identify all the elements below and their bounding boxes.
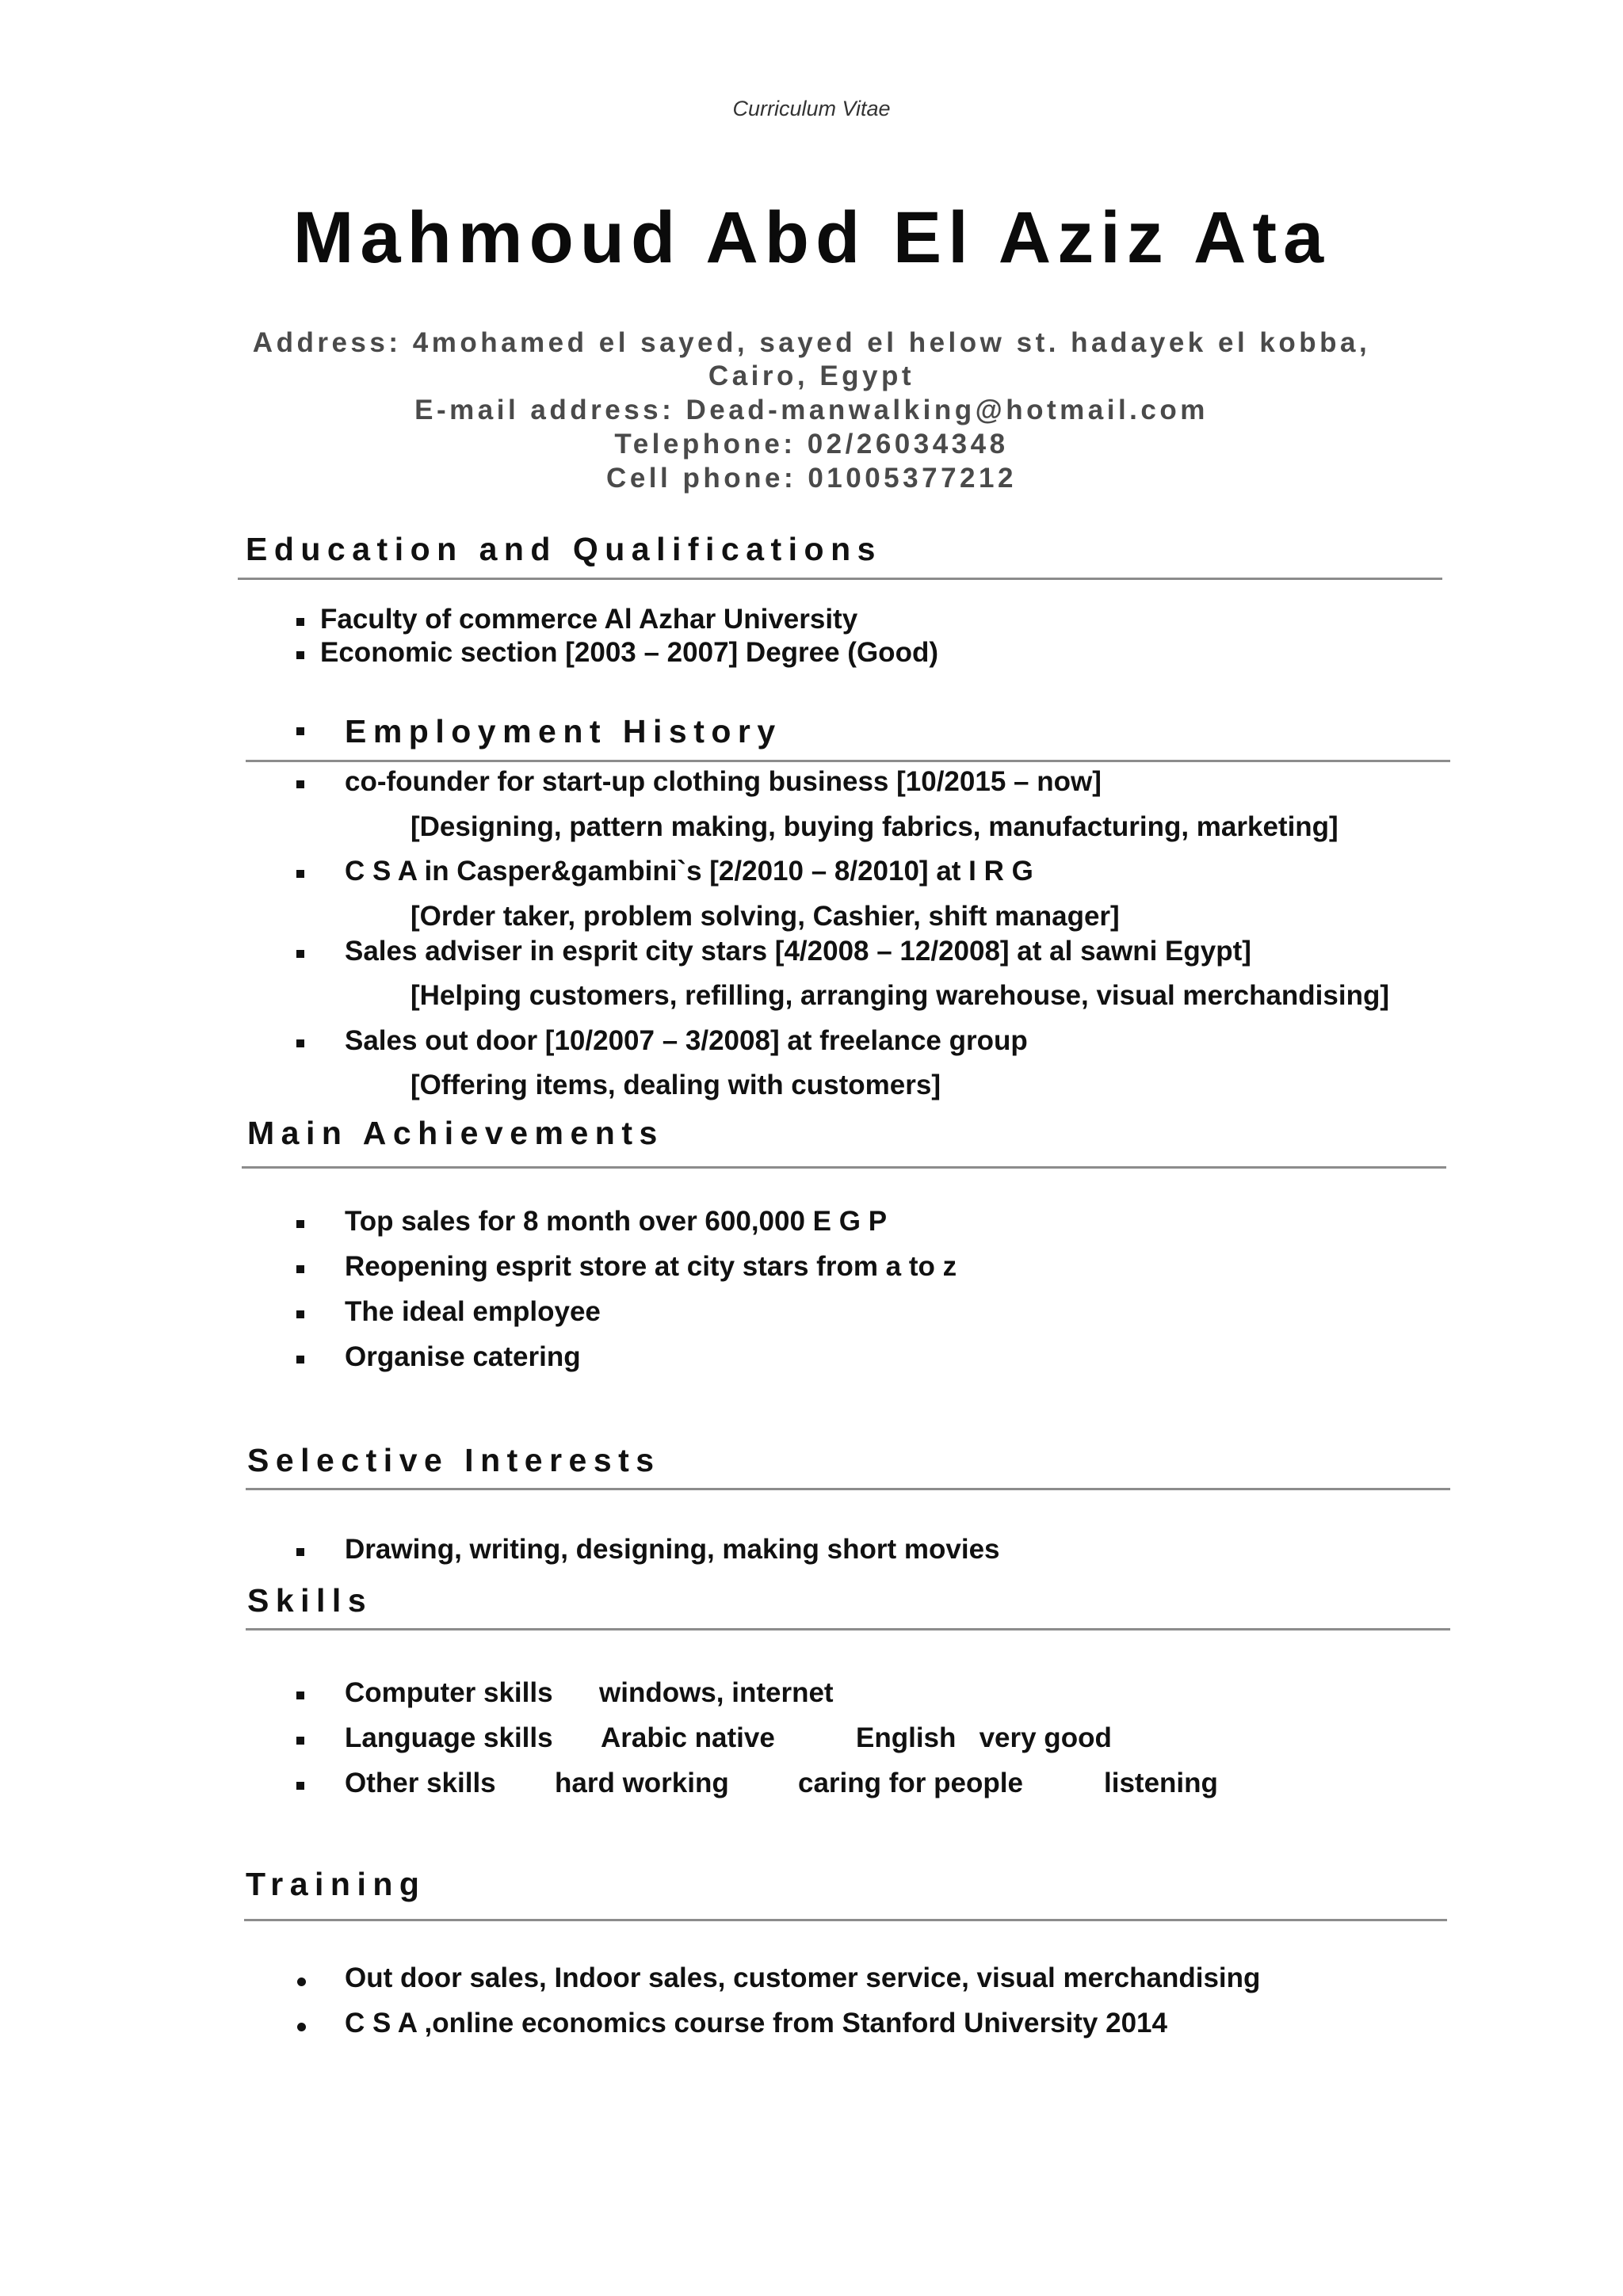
bullet-icon [296, 651, 304, 659]
section-divider [246, 760, 1450, 762]
section-title-achievements: Main Achievements [247, 1115, 664, 1151]
achievement-item: Organise catering [345, 1341, 581, 1372]
bullet-icon [297, 1978, 306, 1986]
bullet-icon [296, 1782, 304, 1790]
section-divider [246, 1488, 1450, 1490]
bullet-icon [296, 618, 304, 626]
job-details: [Order taker, problem solving, Cashier, shift manager] [411, 901, 1120, 932]
candidate-name: Mahmoud Abd El Aziz Ata [292, 197, 1331, 278]
address-line-2: Cairo, Egypt [708, 360, 915, 391]
job-role: Sales adviser in esprit city stars [4/2008 – 12/2008] at al sawni Egypt] [345, 936, 1251, 967]
skill-value: Arabic native [601, 1722, 775, 1753]
cell-phone-line: Cell phone: 01005377212 [606, 463, 1017, 494]
section-title-interests: Selective Interests [247, 1442, 661, 1478]
interest-item: Drawing, writing, designing, making short movies [345, 1534, 1000, 1565]
achievement-item: The ideal employee [345, 1296, 601, 1327]
header-note: Curriculum Vitae [732, 97, 891, 120]
skill-label: Computer skills [345, 1677, 553, 1708]
bullet-icon [296, 1548, 304, 1556]
education-item: Faculty of commerce Al Azhar University [320, 604, 858, 635]
section-title-skills: Skills [247, 1582, 373, 1619]
job-role: C S A in Casper&gambini`s [2/2010 – 8/2010] at I R G [345, 856, 1033, 887]
skill-value: caring for people [798, 1768, 1023, 1798]
skill-value: hard working [555, 1768, 729, 1798]
achievement-item: Top sales for 8 month over 600,000 E G P [345, 1206, 888, 1237]
telephone-line: Telephone: 02/26034348 [614, 429, 1009, 460]
skill-value: English very good [856, 1722, 1112, 1753]
section-title-training: Training [246, 1866, 426, 1902]
skill-value: listening [1104, 1768, 1218, 1798]
bullet-icon [296, 1039, 304, 1047]
bullet-icon [296, 950, 304, 958]
skill-value: windows, internet [599, 1677, 834, 1708]
training-item: C S A ,online economics course from Stanford University 2014 [345, 2008, 1167, 2039]
bullet-icon [296, 1310, 304, 1318]
section-title-education: Education and Qualifications [246, 531, 882, 567]
bullet-icon [296, 1356, 304, 1363]
email-line: E-mail address: Dead-manwalking@hotmail.com [414, 395, 1209, 425]
bullet-icon [296, 870, 304, 878]
bullet-icon [296, 727, 304, 735]
skill-label: Language skills [345, 1722, 553, 1753]
bullet-icon [297, 2023, 306, 2031]
job-role: co-founder for start-up clothing business [10/2015 – now] [345, 766, 1102, 797]
achievement-item: Reopening esprit store at city stars from a to z [345, 1251, 957, 1282]
section-divider [242, 1166, 1446, 1169]
bullet-icon [296, 1691, 304, 1699]
section-divider [246, 1628, 1450, 1630]
address-line-1: Address: 4mohamed el sayed, sayed el helow st. hadayek el kobba, [252, 327, 1371, 358]
job-role: Sales out door [10/2007 – 3/2008] at freelance group [345, 1025, 1028, 1056]
section-divider [238, 578, 1442, 580]
skill-label: Other skills [345, 1768, 496, 1798]
job-details: [Designing, pattern making, buying fabrics, manufacturing, marketing] [411, 811, 1338, 842]
job-details: [Helping customers, refilling, arranging warehouse, visual merchandising] [411, 980, 1389, 1011]
training-item: Out door sales, Indoor sales, customer service, visual merchandising [345, 1962, 1261, 1993]
section-title-employment: Employment History [345, 713, 782, 749]
bullet-icon [296, 1737, 304, 1745]
bullet-icon [296, 1220, 304, 1228]
section-divider [244, 1919, 1447, 1921]
job-details: [Offering items, dealing with customers] [411, 1070, 941, 1100]
education-item: Economic section [2003 – 2007] Degree (Good) [320, 637, 938, 668]
bullet-icon [296, 1265, 304, 1273]
bullet-icon [296, 780, 304, 788]
